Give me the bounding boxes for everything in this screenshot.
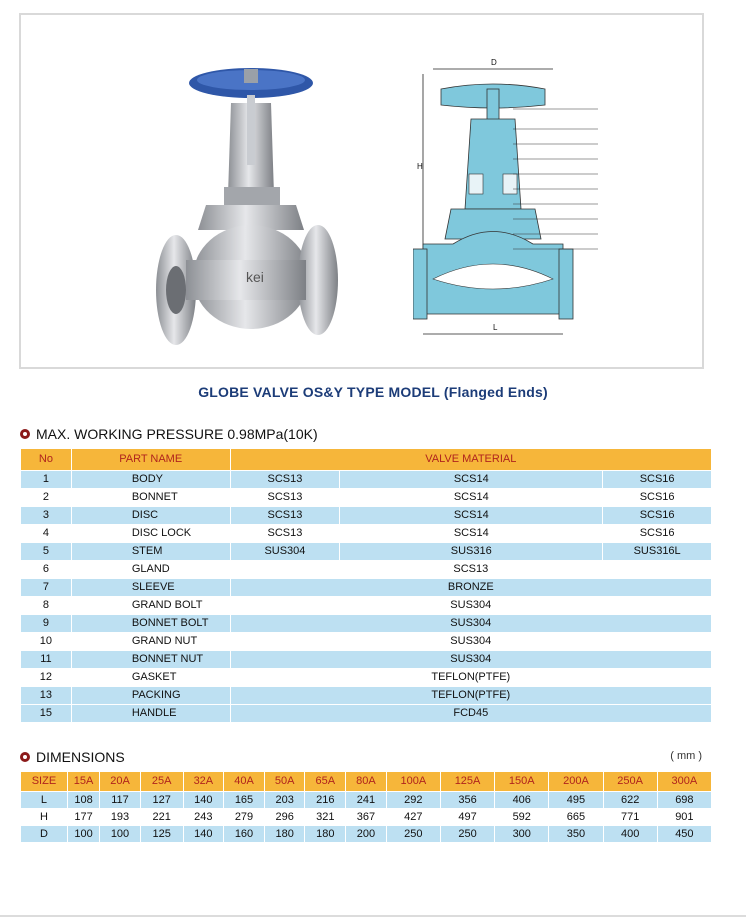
dim-d: D	[491, 58, 497, 67]
material-header-row	[21, 449, 711, 470]
dimension-table	[20, 771, 712, 843]
valve-photo	[146, 55, 346, 345]
table-row: 9 BONNET BOLT SUS304	[21, 615, 711, 632]
unit-label: ( mm )	[670, 750, 702, 762]
photo-logo: kei	[246, 269, 264, 285]
table-row: 13 PACKING TEFLON(PTFE)	[21, 687, 711, 704]
product-caption: GLOBE VALVE OS&Y TYPE MODEL (Flanged Ends)	[198, 384, 548, 400]
header-no: No	[21, 449, 71, 470]
material-table	[20, 448, 712, 723]
table-row: 11 BONNET NUT SUS304	[21, 651, 711, 668]
header-part-name: PART NAME	[72, 449, 230, 470]
table-row: 8 GRAND BOLT SUS304	[21, 597, 711, 614]
header-size: SIZE	[21, 772, 67, 791]
table-row: H 177 193 221 243 279 296 321 367 427 497 592 665 771 901	[21, 809, 711, 825]
pressure-section-title: MAX. WORKING PRESSURE 0.98MPa(10K)	[20, 426, 318, 442]
bullet-icon	[20, 752, 30, 762]
table-row: 4 DISC LOCK SCS13 SCS14 SCS16	[21, 525, 711, 542]
product-image-frame	[19, 13, 704, 369]
dimensions-section-title: DIMENSIONS	[20, 749, 125, 765]
table-row: 3 DISC SCS13 SCS14 SCS16	[21, 507, 711, 524]
table-row: 2 BONNET SCS13 SCS14 SCS16	[21, 489, 711, 506]
table-row: L 108 117 127 140 165 203 216 241 292 356 406 495 622 698	[21, 792, 711, 808]
header-valve-material: VALVE MATERIAL	[231, 449, 711, 470]
table-row: D 100 100 125 140 160 180 180 200 250 250 300 350 400 450	[21, 826, 711, 842]
table-row: 7 SLEEVE BRONZE	[21, 579, 711, 596]
table-row: 10 GRAND NUT SUS304	[21, 633, 711, 650]
dim-l: L	[493, 323, 498, 332]
bullet-icon	[20, 429, 30, 439]
table-row: 12 GASKET TEFLON(PTFE)	[21, 669, 711, 686]
valve-drawing	[413, 49, 603, 349]
table-row: 6 GLAND SCS13	[21, 561, 711, 578]
table-row: 15 HANDLE FCD45	[21, 705, 711, 722]
dimension-header-row: SIZE 15A 20A 25A 32A 40A 50A 65A 80A 100A 125A 150A 200A 250A 300A	[21, 772, 711, 791]
table-row: 1 BODY SCS13 SCS14 SCS16	[21, 471, 711, 488]
bottom-divider	[0, 915, 746, 917]
table-row: 5 STEM SUS304 SUS316 SUS316L	[21, 543, 711, 560]
dim-h: H	[417, 162, 423, 171]
